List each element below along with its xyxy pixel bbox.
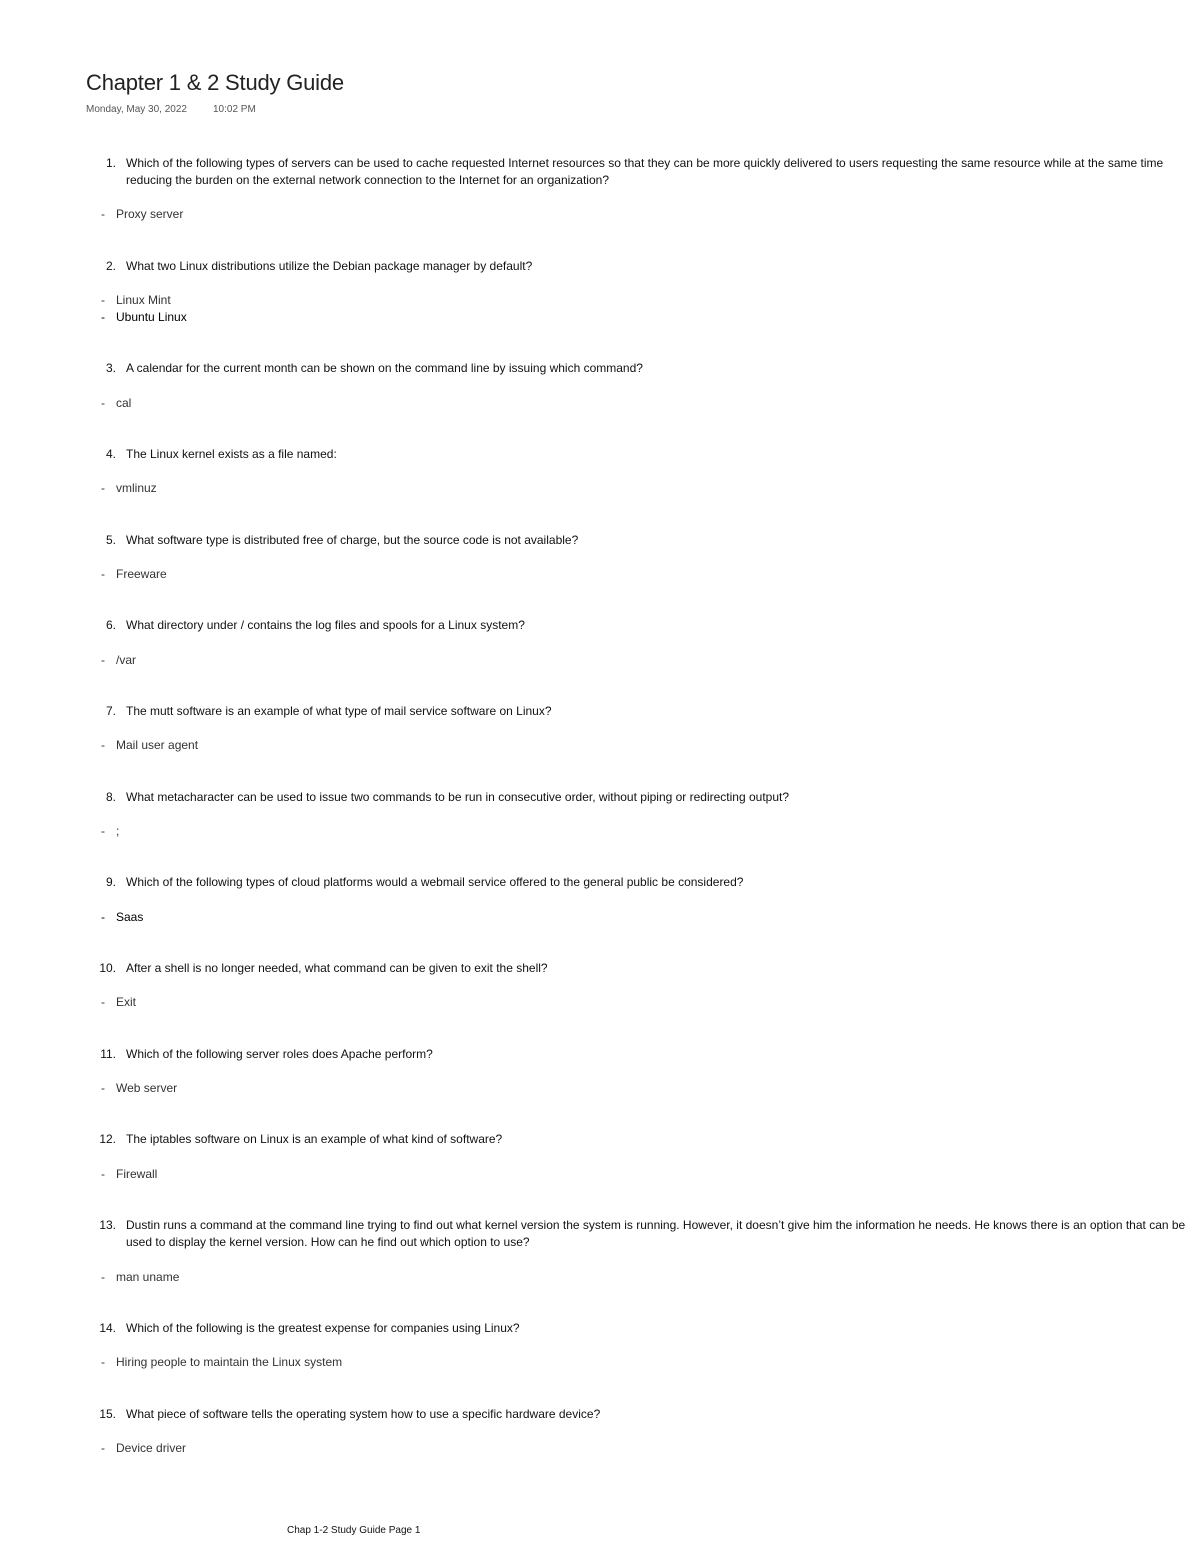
answer-bullet: -: [101, 293, 105, 307]
question-9: [89, 874, 1189, 891]
answer-text: Exit: [116, 995, 137, 1009]
answer-bullet: -: [101, 481, 105, 495]
question-7: [89, 703, 1189, 720]
question-number: 5.: [105, 533, 116, 547]
question-10: [89, 960, 1189, 977]
answer-8-1: [101, 823, 119, 840]
question-text: What metacharacter can be used to issue two commands to be run in consecutive order, without piping or redirecting output?: [126, 790, 790, 804]
answer-bullet: -: [101, 995, 105, 1009]
answer-2-1: [101, 292, 171, 309]
answer-bullet: -: [101, 824, 105, 838]
question-number: 3.: [105, 361, 116, 375]
answer-text: cal: [116, 396, 132, 410]
answer-text: Proxy server: [116, 207, 184, 221]
question-3: [89, 360, 1189, 377]
question-text: Which of the following types of servers can be used to cache requested Internet resources so that they can be more quickly delivered to users requesting the same resource while at the same time reducing the burden on the external network connection to the Internet for an organization?: [126, 156, 1164, 187]
answer-1-1: [101, 206, 183, 223]
question-spacer: [116, 1406, 126, 1423]
answer-2-2: [101, 309, 187, 326]
question-8: [89, 789, 1189, 806]
question-12: [89, 1131, 1189, 1148]
answer-bullet: -: [101, 1081, 105, 1095]
question-spacer: [116, 703, 126, 720]
answer-3-1: [101, 395, 131, 412]
answer-text: Saas: [116, 910, 144, 924]
page-meta: [86, 104, 256, 115]
question-spacer: [116, 360, 126, 377]
answer-text: /var: [116, 653, 137, 667]
answer-bullet: -: [101, 653, 105, 667]
answer-15-1: [101, 1440, 186, 1457]
answer-text: Firewall: [116, 1167, 158, 1181]
answer-10-1: [101, 994, 136, 1011]
question-number: 13.: [99, 1218, 116, 1232]
page-title: Chapter 1 & 2 Study Guide: [86, 70, 344, 95]
answer-text: Web server: [116, 1081, 178, 1095]
page-footer: Chap 1-2 Study Guide Page 1: [287, 1525, 421, 1536]
question-spacer: [116, 446, 126, 463]
question-number: 10.: [99, 961, 116, 975]
question-spacer: [116, 1320, 126, 1337]
question-spacer: [116, 960, 126, 977]
question-6: [89, 617, 1189, 634]
question-spacer: [116, 532, 126, 549]
answer-bullet: -: [101, 910, 105, 924]
question-number: 14.: [99, 1321, 116, 1335]
question-text: Which of the following types of cloud platforms would a webmail service offered to the general public be considered?: [126, 875, 744, 889]
answer-bullet: -: [101, 207, 105, 221]
question-text: What two Linux distributions utilize the Debian package manager by default?: [126, 259, 533, 273]
answer-5-1: [101, 566, 167, 583]
answer-9-1: [101, 909, 143, 926]
answer-7-1: [101, 737, 198, 754]
answer-bullet: -: [101, 310, 105, 324]
question-number: 1.: [105, 156, 116, 170]
question-13: [89, 1217, 1189, 1251]
question-text: After a shell is no longer needed, what command can be given to exit the shell?: [126, 961, 548, 975]
question-text: What software type is distributed free of charge, but the source code is not available?: [126, 533, 579, 547]
answer-4-1: [101, 480, 157, 497]
answer-14-1: [101, 1354, 342, 1371]
question-number: 8.: [105, 790, 116, 804]
answer-bullet: -: [101, 567, 105, 581]
answer-6-1: [101, 652, 136, 669]
answer-bullet: -: [101, 1167, 105, 1181]
answer-bullet: -: [101, 1355, 105, 1369]
answer-bullet: -: [101, 738, 105, 752]
question-text: What directory under / contains the log files and spools for a Linux system?: [126, 618, 525, 632]
answer-text: vmlinuz: [116, 481, 157, 495]
question-spacer: [116, 1131, 126, 1148]
question-spacer: [116, 258, 126, 275]
question-text: The Linux kernel exists as a file named:: [126, 447, 337, 461]
question-spacer: [116, 789, 126, 806]
question-11: [89, 1046, 1189, 1063]
answer-text: Mail user agent: [116, 738, 199, 752]
question-number: 9.: [105, 875, 116, 889]
question-text: Which of the following server roles does Apache perform?: [126, 1047, 433, 1061]
question-1: [89, 155, 1189, 189]
question-number: 2.: [105, 259, 116, 273]
question-text: Dustin runs a command at the command line trying to find out what kernel version the system is running. However, it doesn’t give him the information he needs. He knows there is an option that can be used to display the kernel version. How can he find out which option to use?: [126, 1218, 1186, 1249]
question-14: [89, 1320, 1189, 1337]
question-text: The iptables software on Linux is an example of what kind of software?: [126, 1132, 503, 1146]
question-number: 6.: [105, 618, 116, 632]
answer-bullet: -: [101, 1270, 105, 1284]
page-date: Monday, May 30, 2022: [86, 104, 187, 115]
answer-text: Linux Mint: [116, 293, 171, 307]
answer-text: ;: [116, 824, 120, 838]
question-number: 11.: [100, 1047, 116, 1061]
answer-bullet: -: [101, 396, 105, 410]
question-number: 12.: [99, 1132, 116, 1146]
answer-13-1: [101, 1269, 179, 1286]
question-number: 4.: [105, 447, 116, 461]
answer-12-1: [101, 1166, 157, 1183]
question-15: [89, 1406, 1189, 1423]
question-spacer: [116, 1046, 126, 1063]
question-2: [89, 258, 1189, 275]
question-text: What piece of software tells the operating system how to use a specific hardware device?: [126, 1407, 601, 1421]
question-spacer: [116, 617, 126, 634]
question-spacer: [116, 1217, 126, 1251]
question-text: Which of the following is the greatest expense for companies using Linux?: [126, 1321, 520, 1335]
answer-11-1: [101, 1080, 177, 1097]
answer-text: Ubuntu Linux: [116, 310, 187, 324]
answer-text: Freeware: [116, 567, 167, 581]
question-number: 15.: [99, 1407, 116, 1421]
answer-bullet: -: [101, 1441, 105, 1455]
question-spacer: [116, 874, 126, 891]
question-text: The mutt software is an example of what type of mail service software on Linux?: [126, 704, 552, 718]
answer-text: man uname: [116, 1270, 180, 1284]
page-time: 10:02 PM: [213, 104, 256, 115]
question-spacer: [116, 155, 126, 189]
question-number: 7.: [105, 704, 116, 718]
question-text: A calendar for the current month can be shown on the command line by issuing which command?: [126, 361, 643, 375]
answer-text: Device driver: [116, 1441, 187, 1455]
question-5: [89, 532, 1189, 549]
question-4: [89, 446, 1189, 463]
answer-text: Hiring people to maintain the Linux system: [116, 1355, 343, 1369]
